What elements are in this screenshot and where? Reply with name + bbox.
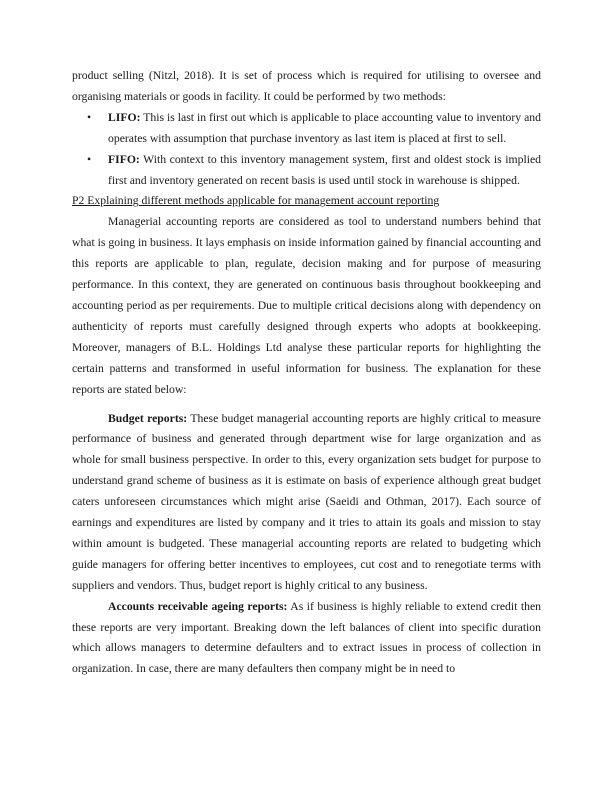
list-item-term: LIFO: (108, 110, 141, 124)
budget-reports-term: Budget reports: (108, 411, 188, 425)
budget-reports-paragraph (72, 409, 541, 597)
list-item-text: With context to this inventory management system, first and oldest stock is implied first and inventory generated on recent basis is used until stock in warehouse is shipped. (108, 152, 541, 187)
list-item-term: FIFO: (108, 152, 140, 166)
managerial-reports-paragraph: Managerial accounting reports are considered as tool to understand numbers behind that what is going in business. It lays emphasis on inside information gained by financial accounting and this reports are applicable to plan, regulate, decision making and for purpose of measuring performance. In this context, they are generated on continuous basis throughout bookkeeping and accounting period as per requirements. Due to multiple critical decisions along with dependency on authenticity of reports must carefully designed through experts who adopts at bookkeeping. Moreover, managers of B.L. Holdings Ltd analyse these particular reports for highlighting the certain patterns and transformed in useful information for business. The explanation for these reports are stated below: (72, 215, 541, 396)
bullet-icon: • (87, 110, 92, 124)
inventory-methods-list (72, 108, 541, 192)
ageing-reports-paragraph (72, 597, 541, 681)
bullet-icon: • (87, 152, 92, 166)
document-page (72, 66, 541, 680)
intro-paragraph: product selling (Nitzl, 2018). It is set of process which is required for utilising to oversee and organising materials or goods in facility. It could be performed by two methods: (72, 69, 541, 103)
ageing-reports-text: As if business is highly reliable to extend credit then these reports are very important. Breaking down the left balances of client into specific duration which allows managers to determine defaulters and to extract issues in process of collection in organization. In case, there are many defaulters then company might be in need to (72, 599, 541, 676)
ageing-reports-term: Accounts receivable ageing reports: (108, 599, 288, 613)
budget-reports-text: These budget managerial accounting reports are highly critical to measure performance of business and generated through department wise for large organization and as whole for small business perspective. In order to this, every organization sets budget for purpose to understand grand scheme of business as it is estimate on basis of experience although great budget caters unforeseen circumstances which might arise (Saeidi and Othman, 2017). Each source of earnings and expenditures are listed by company and it tries to attain its goals and mission to stay within amount is budgeted. These managerial accounting reports are related to budgeting which guide managers for offering better incentives to employees, cut cost and to renegotiate terms with suppliers and vendors. Thus, budget report is highly critical to any business. (72, 411, 541, 592)
list-item-lifo (72, 108, 541, 150)
section-heading: P2 Explaining different methods applicable for management account reporting (72, 194, 440, 208)
list-item-fifo (72, 150, 541, 192)
list-item-text: This is last in first out which is applicable to place accounting value to inventory and operates with assumption that purchase inventory as last item is placed at first to sell. (108, 110, 541, 145)
